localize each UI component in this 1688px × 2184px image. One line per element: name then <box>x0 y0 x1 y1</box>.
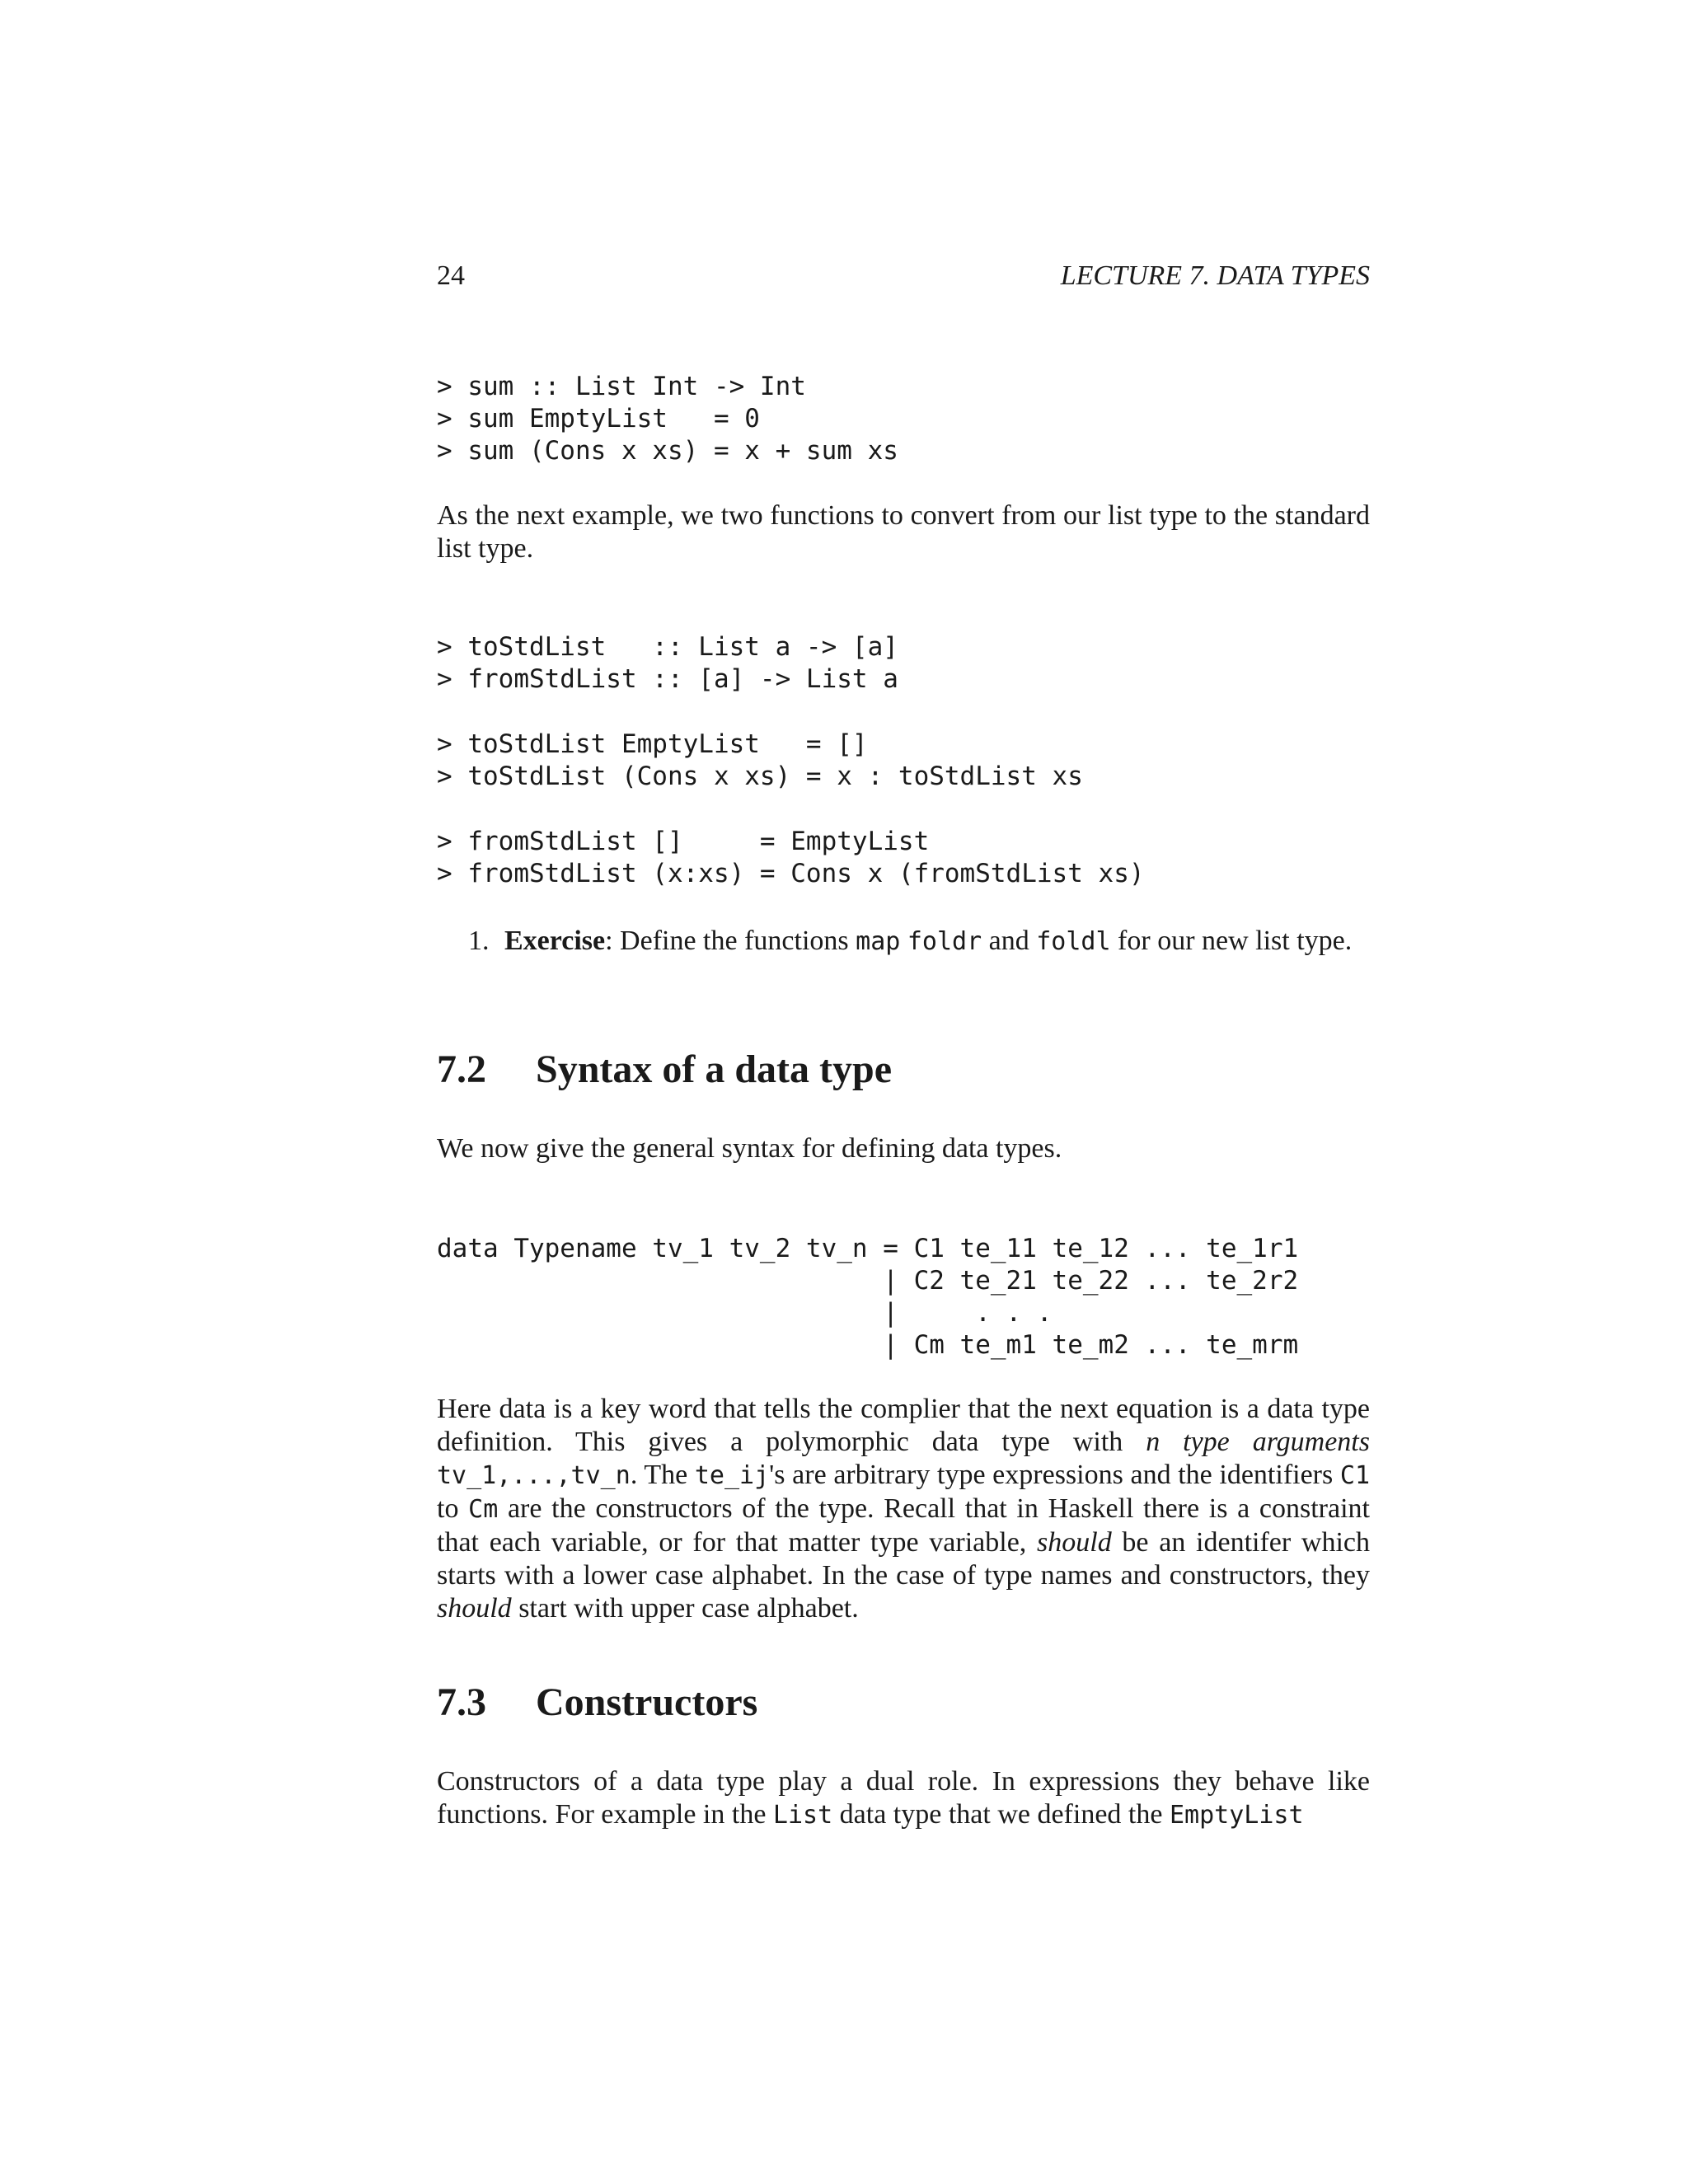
paragraph-general-syntax: We now give the general syntax for defining data types. <box>437 1133 1062 1164</box>
section-title: Syntax of a data type <box>536 1047 893 1091</box>
section-number: 7.2 <box>437 1047 486 1091</box>
code-block-to-std-list: > toStdList EmptyList = [] > toStdList (Cons x xs) = x : toStdList xs <box>437 729 1083 791</box>
code-block-data-syntax: data Typename tv_1 tv_2 tv_n = C1 te_11 te_12 ... te_1r1 | C2 te_21 te_22 ... te_2r2 | . . . | Cm te_m1 te_m2 ... te_mrm <box>437 1234 1299 1360</box>
section-heading-7-2 <box>437 1047 892 1092</box>
section-number: 7.3 <box>437 1680 486 1724</box>
paragraph-constructors: Constructors of a data type play a dual role. In expressions they behave like functions. For example in the List data type that we defined the EmptyList <box>437 1766 1370 1830</box>
section-heading-7-3 <box>437 1680 757 1725</box>
paragraph-data-definition: Here data is a key word that tells the complier that the next equation is a data type definition. This gives a polymorphic data type with n type arguments tv_1,...,tv_n. The te_ij's are arbitrary type expressions and the identifiers C1 to Cm are the constructors of the type. Recall that in Haskell there is a constraint that each variable, or for that matter type variable, should be an identifer which starts with a lower case alphabet. In the case of type names and constructors, they should start with upper case alphabet. <box>437 1394 1371 1624</box>
section-title: Constructors <box>536 1680 758 1724</box>
exercise-label: Exercise <box>504 926 606 956</box>
exercise-list-item: Exercise: Define the functions map foldr and foldl for our new list type. <box>504 926 1353 956</box>
page-number: 24 <box>437 260 465 291</box>
code-block-from-std-list: > fromStdList [] = EmptyList > fromStdList (x:xs) = Cons x (fromStdList xs) <box>437 827 1145 888</box>
running-header-title: LECTURE 7. DATA TYPES <box>1060 260 1370 291</box>
code-block-sum: > sum :: List Int -> Int > sum EmptyList = 0 > sum (Cons x xs) = x + sum xs <box>437 372 898 466</box>
code-block-std-signatures: > toStdList :: List a -> [a] > fromStdList :: [a] -> List a <box>437 632 898 694</box>
exercise-list-number: 1. <box>468 926 490 956</box>
paragraph-next-example: As the next example, we two functions to convert from our list type to the standard list type. <box>437 500 1370 564</box>
